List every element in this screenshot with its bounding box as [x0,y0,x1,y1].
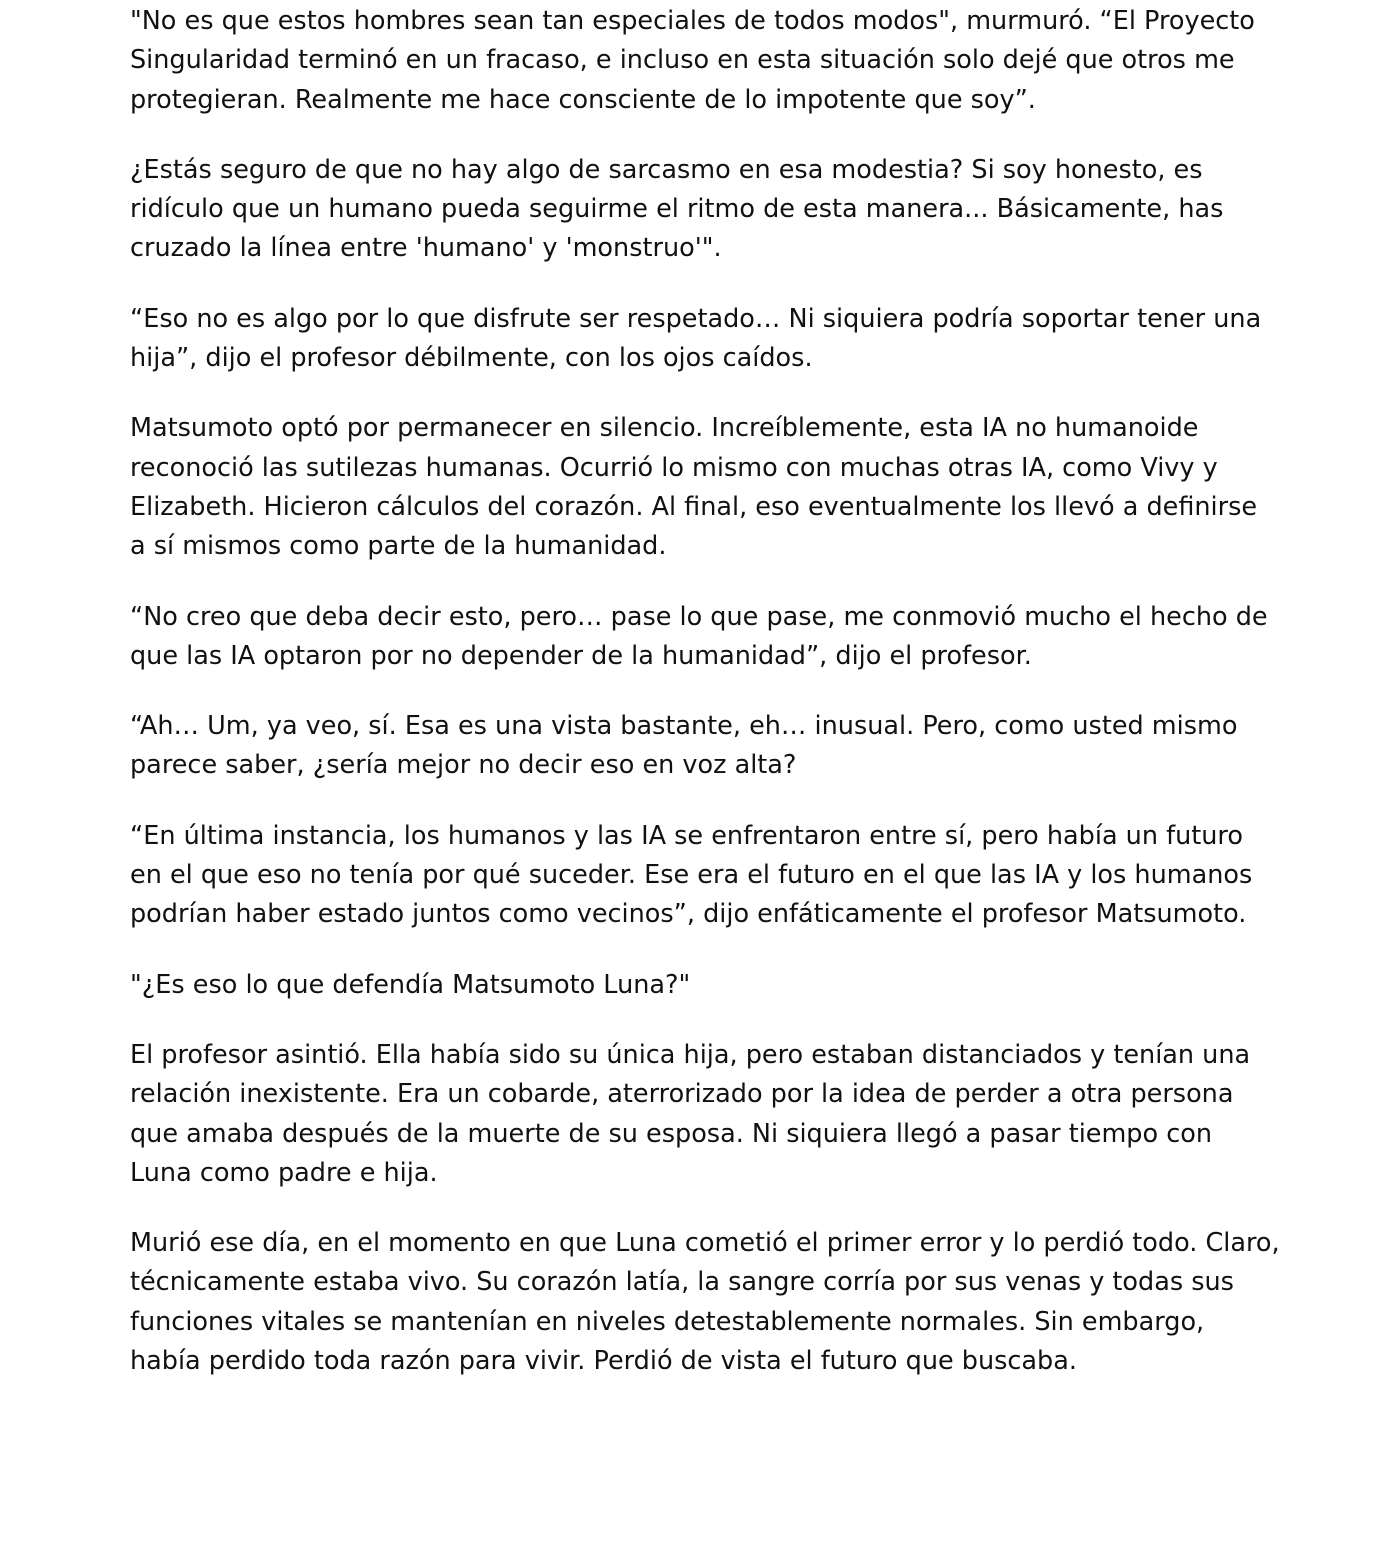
paragraph: "No es que estos hombres sean tan especiales de todos modos", murmuró. “El Proyecto Singularidad terminó en un fracaso, e incluso en esta situación solo dejé que otros me protegieran. Realmente me hace consciente de lo impotente que soy”. [130,6,1255,115]
paragraph: “Eso no es algo por lo que disfrute ser respetado… Ni siquiera podría soportar tener una hija”, dijo el profesor débilmente, con los ojos caídos. [130,303,1262,374]
paragraph: ¿Estás seguro de que no hay algo de sarcasmo en esa modestia? Si soy honesto, es ridículo que un humano pueda seguirme el ritmo de esta manera... Básicamente, has cruzado la línea entre 'humano' y 'monstruo'". [130,154,1224,264]
paragraph: Murió ese día, en el momento en que Luna cometió el primer error y lo perdió todo. Claro, técnicamente estaba vivo. Su corazón latía, la sangre corría por sus venas y todas sus funciones vitales se mantenían en niveles detestablemente normales. Sin embargo, había perdido toda razón para vivir. Perdió de vista el futuro que buscaba. [130,1228,1280,1377]
paragraph: El profesor asintió. Ella había sido su única hija, pero estaban distanciados y tenían una relación inexistente. Era un cobarde, aterrorizado por la idea de perder a otra persona que amaba después de la muerte de su esposa. Ni siquiera llegó a pasar tiempo con Luna como padre e hija. [130,1039,1251,1188]
paragraph: Matsumoto optó por permanecer en silencio. Increíblemente, esta IA no humanoide reconoció las sutilezas humanas. Ocurrió lo mismo con muchas otras IA, como Vivy y Elizabeth. Hicieron cálculos del corazón. Al final, eso eventualmente los llevó a definirse a sí mismos como parte de la humanidad. [130,413,1258,562]
paragraph: "¿Es eso lo que defendía Matsumoto Luna?" [130,969,691,1000]
paragraph: “En última instancia, los humanos y las IA se enfrentaron entre sí, pero había un futuro en el que eso no tenía por qué suceder. Ese era el futuro en el que las IA y los humanos podrían haber estado juntos como vecinos”, dijo enfáticamente el profesor Matsumoto. [130,820,1253,930]
document-body [130,2,1280,1412]
paragraph: “Ah… Um, ya veo, sí. Esa es una vista bastante, eh… inusual. Pero, como usted mismo parece saber, ¿sería mejor no decir eso en voz alta? [130,711,1238,781]
paragraph: “No creo que deba decir esto, pero… pase lo que pase, me conmovió mucho el hecho de que las IA optaron por no depender de la humanidad”, dijo el profesor. [130,601,1268,671]
